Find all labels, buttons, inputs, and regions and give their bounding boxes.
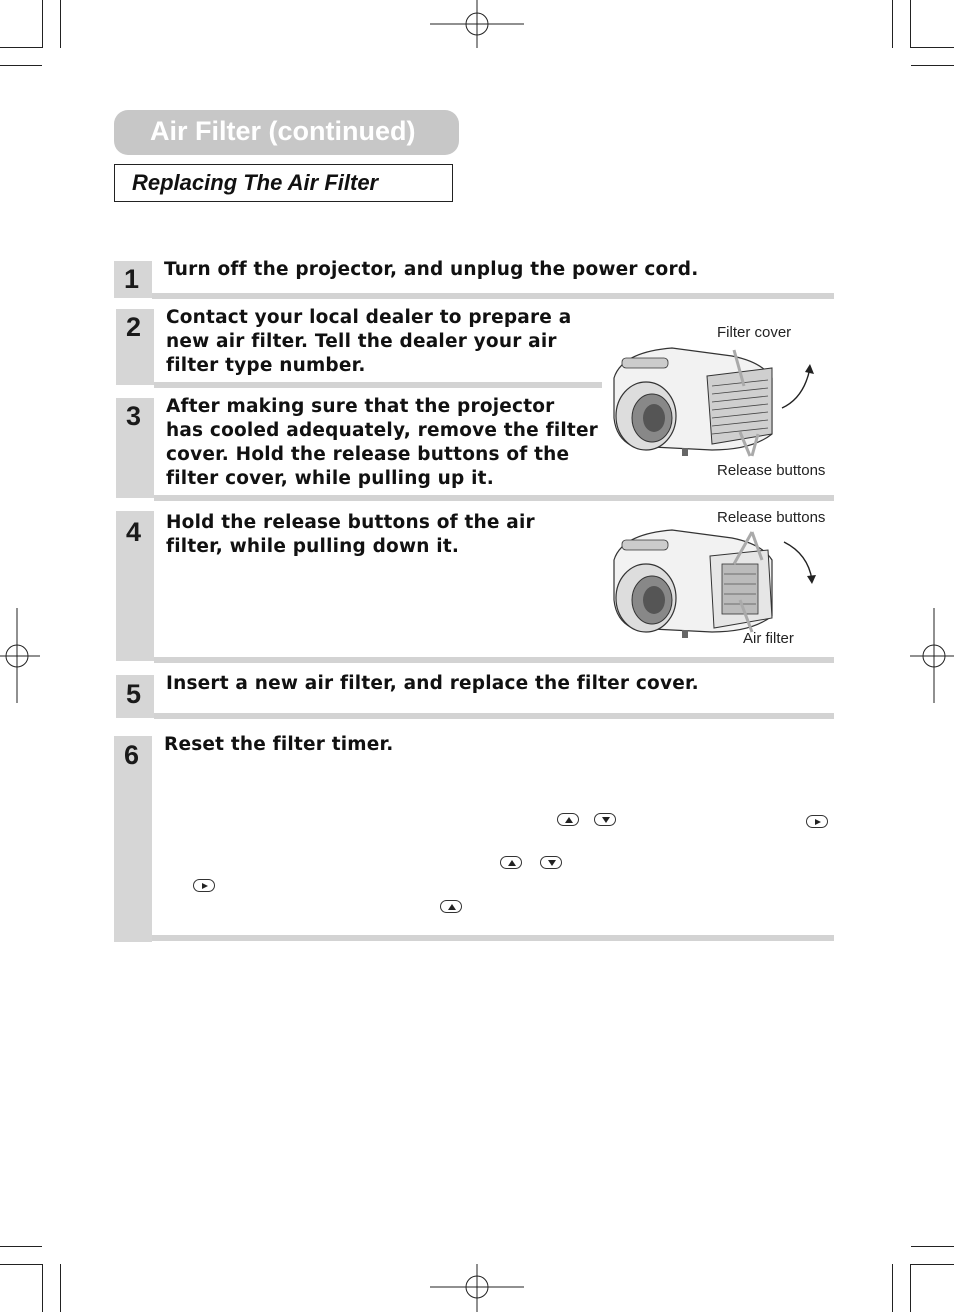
down-button-icon bbox=[540, 856, 562, 869]
step-number: 6 bbox=[124, 740, 140, 770]
up-button-icon bbox=[440, 900, 462, 913]
up-button-icon bbox=[557, 813, 579, 826]
page-title: Air Filter (continued) bbox=[150, 116, 416, 146]
label-air-filter: Air filter bbox=[743, 630, 794, 647]
step-text: Reset the filter timer. bbox=[164, 734, 394, 755]
up-button-icon bbox=[500, 856, 522, 869]
page-subtitle: Replacing The Air Filter bbox=[132, 170, 379, 195]
step-number: 4 bbox=[126, 517, 142, 547]
step-text: Insert a new air filter, and replace the filter cover. bbox=[166, 673, 699, 694]
step-text: Contact your local dealer to prepare a new air filter. Tell the dealer your air filter type number. bbox=[166, 307, 572, 376]
projector-illustration-2 bbox=[612, 520, 834, 640]
right-button-icon bbox=[193, 879, 215, 892]
label-release-buttons: Release buttons bbox=[717, 462, 826, 479]
step-text: Hold the release buttons of the air filter, while pulling down it. bbox=[166, 512, 535, 557]
step-number: 3 bbox=[126, 401, 142, 431]
subtitle-box bbox=[114, 164, 453, 202]
label-release-buttons-2: Release buttons bbox=[717, 509, 826, 526]
right-button-icon bbox=[806, 815, 828, 828]
label-filter-cover: Filter cover bbox=[717, 324, 792, 341]
step-text: Turn off the projector, and unplug the power cord. bbox=[164, 259, 699, 280]
step-number: 5 bbox=[126, 679, 142, 709]
step-number: 2 bbox=[126, 312, 142, 342]
section-title-pill bbox=[114, 110, 459, 155]
down-button-icon bbox=[594, 813, 616, 826]
projector-illustration bbox=[612, 338, 834, 462]
step-text: After making sure that the projector has cooled adequately, remove the filter cover. Hold the release buttons of the filter cover, while pulling up it. bbox=[166, 396, 599, 489]
step-number: 1 bbox=[124, 264, 140, 294]
